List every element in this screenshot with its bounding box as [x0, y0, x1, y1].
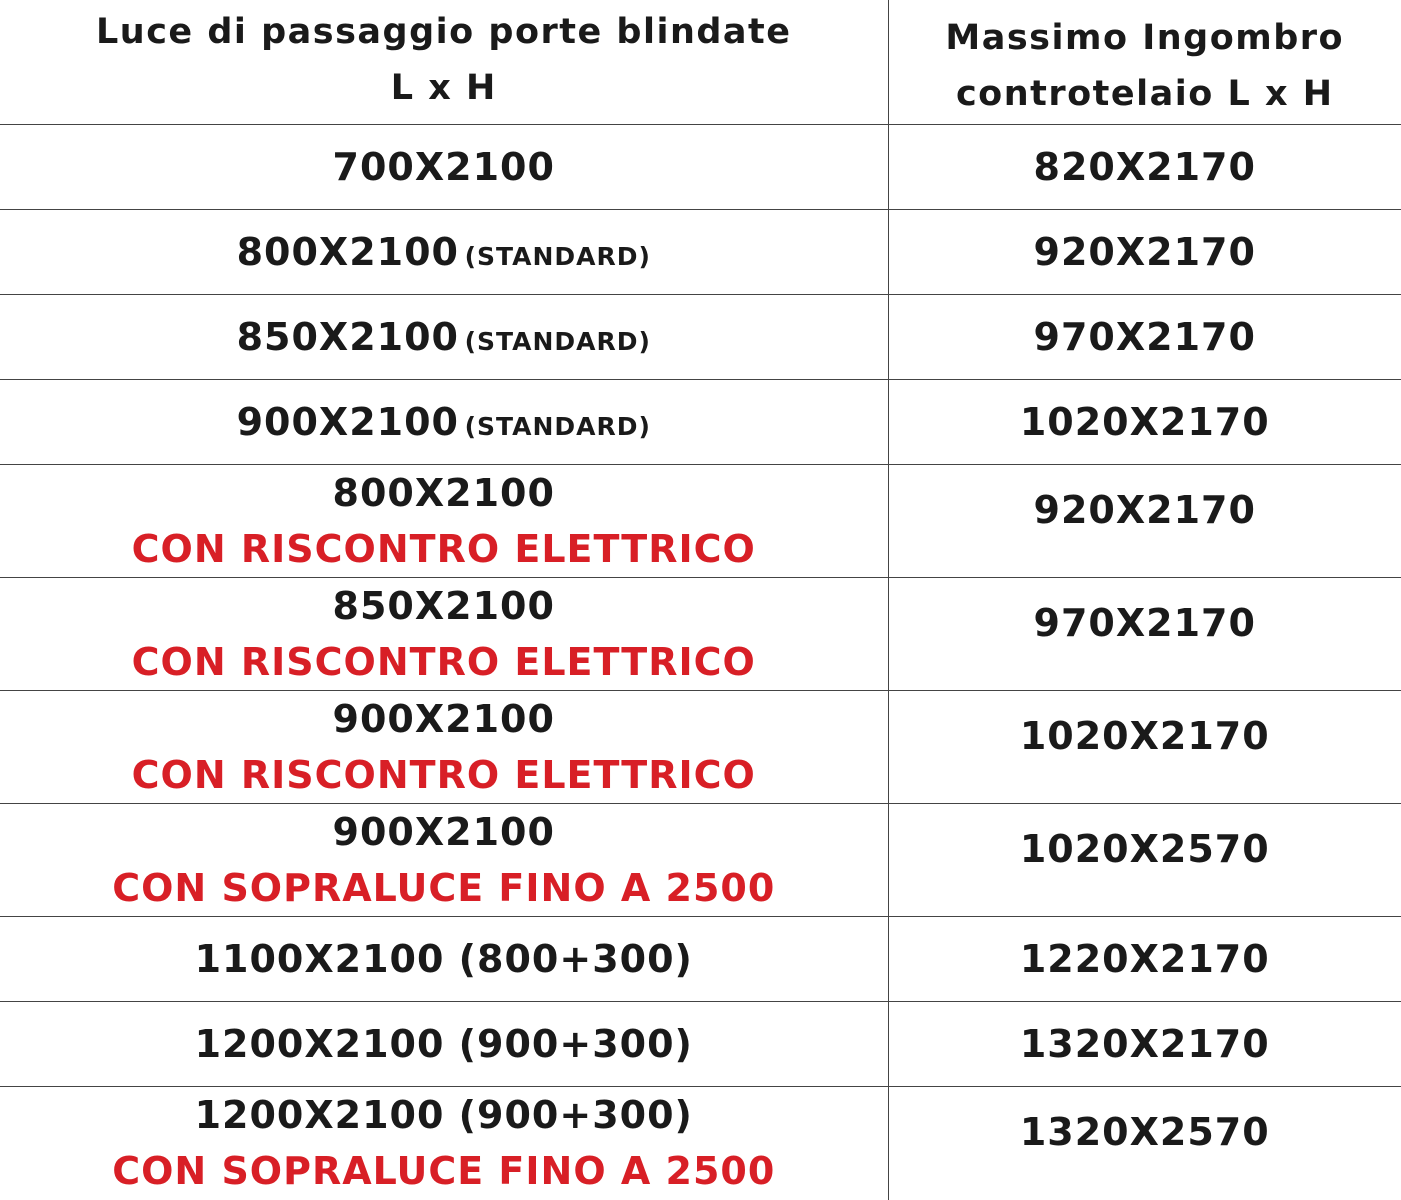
frame-cell	[888, 1001, 1401, 1086]
table-row	[0, 916, 1401, 1001]
header-col1-line1: Luce di passaggio porte blindate	[95, 12, 792, 52]
frame-cell	[888, 379, 1401, 464]
passage-size: 850X2100	[332, 583, 555, 628]
frame-size: 1220X2170	[1019, 936, 1270, 981]
frame-size: 820X2170	[1033, 144, 1256, 189]
frame-cell	[888, 294, 1401, 379]
frame-cell	[888, 124, 1401, 209]
frame-cell	[888, 464, 1401, 577]
table-header-row	[0, 0, 1401, 124]
header-col2-line1: Massimo Ingombro	[945, 18, 1345, 58]
header-col2-line2: controtelaio L x H	[955, 74, 1334, 114]
frame-cell	[888, 690, 1401, 803]
passage-size: 1100X2100 (800+300)	[194, 936, 693, 981]
frame-size: 1020X2570	[1019, 826, 1270, 871]
passage-cell	[0, 294, 888, 379]
transom-note: CON SOPRALUCE FINO A 2500	[112, 1148, 776, 1193]
frame-size: 970X2170	[1033, 600, 1256, 645]
frame-cell	[888, 916, 1401, 1001]
frame-cell	[888, 803, 1401, 916]
passage-cell	[0, 464, 888, 577]
passage-cell	[0, 1086, 888, 1200]
frame-cell	[888, 577, 1401, 690]
standard-note: (STANDARD)	[464, 241, 651, 271]
table-row	[0, 464, 1401, 577]
header-max-frame	[888, 0, 1401, 124]
passage-size: 1200X2100 (900+300)	[194, 1021, 693, 1066]
standard-note: (STANDARD)	[464, 411, 651, 441]
passage-cell	[0, 803, 888, 916]
header-col1-line2: L x H	[390, 68, 497, 108]
table-row	[0, 1086, 1401, 1200]
frame-size: 920X2170	[1033, 487, 1256, 532]
passage-cell	[0, 209, 888, 294]
frame-size: 1020X2170	[1019, 713, 1270, 758]
table-row	[0, 1001, 1401, 1086]
passage-size: 700X2100	[332, 144, 555, 189]
passage-size: 900X2100	[236, 399, 459, 444]
passage-cell	[0, 690, 888, 803]
passage-cell	[0, 1001, 888, 1086]
table-row	[0, 379, 1401, 464]
passage-cell	[0, 379, 888, 464]
frame-size: 970X2170	[1033, 314, 1256, 359]
frame-cell	[888, 1086, 1401, 1200]
table-row	[0, 294, 1401, 379]
passage-cell	[0, 916, 888, 1001]
table-row	[0, 209, 1401, 294]
passage-size: 850X2100	[236, 314, 459, 359]
electric-strike-note: CON RISCONTRO ELETTRICO	[131, 752, 756, 797]
frame-size: 1020X2170	[1019, 399, 1270, 444]
passage-size: 800X2100	[332, 470, 555, 515]
standard-note: (STANDARD)	[464, 326, 651, 356]
electric-strike-note: CON RISCONTRO ELETTRICO	[131, 639, 756, 684]
transom-note: CON SOPRALUCE FINO A 2500	[112, 865, 776, 910]
table-row	[0, 124, 1401, 209]
frame-size: 920X2170	[1033, 229, 1256, 274]
table-row	[0, 803, 1401, 916]
passage-size: 800X2100	[236, 229, 459, 274]
frame-size: 1320X2170	[1019, 1021, 1270, 1066]
header-passage-light	[0, 0, 888, 124]
passage-cell	[0, 124, 888, 209]
frame-size: 1320X2570	[1019, 1109, 1270, 1154]
electric-strike-note: CON RISCONTRO ELETTRICO	[131, 526, 756, 571]
table-row	[0, 690, 1401, 803]
passage-size: 900X2100	[332, 809, 555, 854]
frame-cell	[888, 209, 1401, 294]
passage-cell	[0, 577, 888, 690]
passage-size: 900X2100	[332, 696, 555, 741]
passage-size: 1200X2100 (900+300)	[194, 1092, 693, 1137]
table-row	[0, 577, 1401, 690]
